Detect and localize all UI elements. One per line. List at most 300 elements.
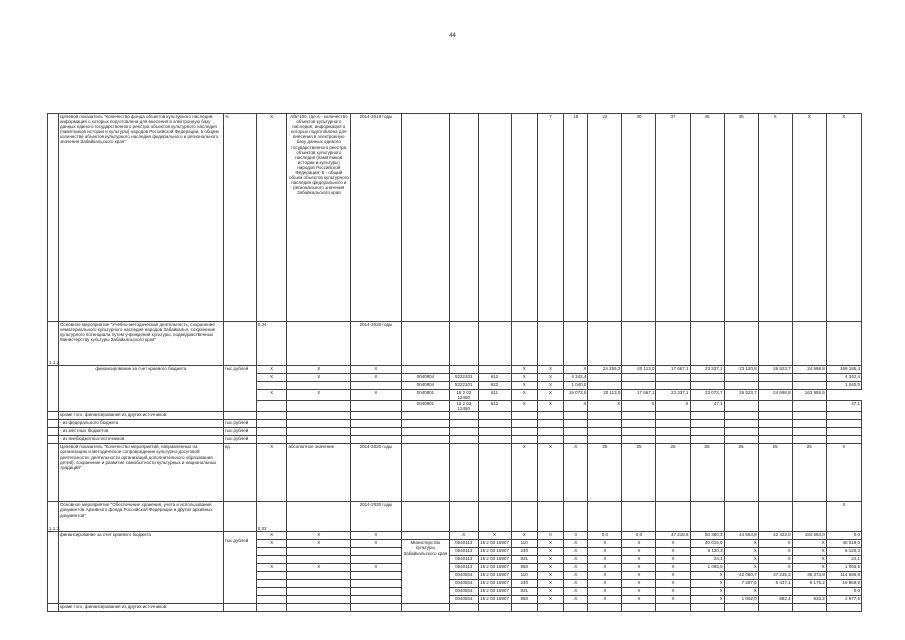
- value-cell: 169 185,4: [826, 366, 861, 374]
- table-cell: [48, 114, 59, 322]
- table-row: [48, 604, 862, 612]
- table-cell: [256, 436, 287, 444]
- table-cell: [223, 502, 256, 532]
- table-cell: [48, 444, 59, 502]
- value-cell: X: [351, 564, 402, 572]
- table-cell: [588, 412, 622, 420]
- value-cell: 24 255,3: [588, 366, 622, 374]
- indicator-value: 45: [690, 114, 724, 322]
- value-cell: X: [792, 540, 826, 548]
- value-cell: X: [537, 390, 563, 401]
- value-cell: [256, 588, 287, 596]
- value-cell: X: [537, 401, 563, 412]
- value-cell: X: [690, 596, 724, 604]
- table-cell: [622, 436, 656, 444]
- value-cell: [792, 382, 826, 390]
- table-cell: [478, 420, 511, 428]
- unit-cell: ед.: [223, 444, 256, 502]
- table-cell: [223, 604, 256, 612]
- table-cell: [48, 420, 59, 428]
- table-cell: [401, 444, 449, 502]
- value-cell: X: [537, 366, 563, 374]
- table-cell: [622, 428, 656, 436]
- value-cell: 0040804: [450, 572, 479, 580]
- value-cell: 163 955,9: [792, 390, 826, 401]
- value-cell: 20 113,0: [588, 390, 622, 401]
- table-cell: [564, 436, 588, 444]
- value-cell: X: [287, 374, 351, 382]
- value-cell: X: [564, 572, 588, 580]
- value-cell: 850: [511, 564, 537, 572]
- value-cell: X: [256, 564, 287, 572]
- table-cell: [401, 420, 449, 428]
- table-cell: [758, 604, 792, 612]
- value-cell: X: [622, 564, 656, 572]
- value-cell: X: [537, 548, 563, 556]
- target-value: 25: [690, 444, 724, 502]
- table-cell: [792, 436, 826, 444]
- indicator-value: 30: [622, 114, 656, 322]
- value-cell: X: [690, 580, 724, 588]
- value-cell: X: [588, 564, 622, 572]
- value-cell: 1 002,0: [724, 596, 758, 604]
- value-cell: 40 019,0: [826, 540, 861, 548]
- value-cell: [758, 588, 792, 596]
- target-value: X: [511, 444, 537, 502]
- value-cell: 240: [511, 548, 537, 556]
- table-cell: [537, 502, 563, 532]
- value-cell: X: [256, 532, 287, 540]
- value-cell: [287, 556, 351, 564]
- unit-cell: тыс.рублей: [223, 532, 256, 604]
- value-cell: 7 297,6: [724, 580, 758, 588]
- other-sources-label: кроме того, финансирование из других источников:: [58, 604, 223, 612]
- value-cell: 110: [511, 572, 537, 580]
- value-cell: 19 073,5: [564, 390, 588, 401]
- value-cell: 40 019,0: [690, 540, 724, 548]
- table-cell: [826, 436, 861, 444]
- value-cell: X: [564, 564, 588, 572]
- table-cell: [724, 502, 758, 532]
- value-cell: [401, 366, 449, 374]
- table-cell: [588, 604, 622, 612]
- table-cell: [287, 420, 351, 428]
- table-cell: [48, 412, 59, 420]
- value-cell: 15 2 03 15907: [478, 580, 511, 588]
- value-cell: 5222101: [450, 382, 479, 390]
- value-cell: 611: [478, 390, 511, 401]
- value-cell: 23 073,7: [690, 390, 724, 401]
- value-cell: [690, 382, 724, 390]
- value-cell: 15 2 03 15907: [478, 596, 511, 604]
- table-cell: [724, 420, 758, 428]
- value-cell: X: [537, 382, 563, 390]
- source-label: - из местных бюджетов: [58, 428, 223, 436]
- table-cell: [401, 322, 449, 366]
- value-cell: 6 120,3: [826, 548, 861, 556]
- value-cell: [450, 366, 479, 374]
- target-value: 25: [758, 444, 792, 502]
- value-cell: [287, 401, 351, 412]
- value-cell: [351, 382, 402, 390]
- value-cell: X: [564, 556, 588, 564]
- value-cell: X: [351, 366, 402, 374]
- table-cell: [690, 436, 724, 444]
- value-cell: 0,0: [826, 532, 861, 540]
- table-cell: [537, 322, 563, 366]
- value-cell: [256, 580, 287, 588]
- table-cell: [401, 428, 449, 436]
- value-cell: [724, 401, 758, 412]
- value-cell: [256, 401, 287, 412]
- table-cell: [690, 502, 724, 532]
- value-cell: 0040801: [401, 390, 449, 401]
- indicator-value: 15: [564, 114, 588, 322]
- value-cell: X: [690, 572, 724, 580]
- indicator-value: 37: [656, 114, 690, 322]
- source-label: - из внебюджетных источников: [58, 436, 223, 444]
- value-cell: X: [537, 374, 563, 382]
- table-cell: [401, 412, 449, 420]
- financing-label: финансирование за счет краевого бюджета: [58, 366, 223, 412]
- table-cell: [351, 412, 402, 420]
- table-cell: [287, 428, 351, 436]
- table-cell: [450, 114, 479, 322]
- table-cell: [622, 412, 656, 420]
- value-cell: X: [537, 580, 563, 588]
- value-cell: [287, 596, 351, 604]
- value-cell: X: [287, 366, 351, 374]
- table-cell: [450, 604, 479, 612]
- item-number: 1.1.3.: [48, 502, 59, 532]
- table-cell: [758, 436, 792, 444]
- value-cell: 933,2: [792, 596, 826, 604]
- value-cell: [758, 374, 792, 382]
- table-cell: [588, 436, 622, 444]
- value-cell: 982,4: [758, 596, 792, 604]
- value-cell: X: [537, 540, 563, 548]
- value-cell: 15 2 03 15907: [478, 540, 511, 548]
- table-cell: [588, 428, 622, 436]
- value-cell: 42 422,0: [758, 532, 792, 540]
- target-value: 25: [792, 444, 826, 502]
- table-cell: [690, 428, 724, 436]
- value-cell: 47,1: [826, 401, 861, 412]
- value-cell: X: [450, 532, 479, 540]
- activity-title: Основное мероприятие "Обеспечение хранения, учета и использования документов Архивного фонда Российской Федерации и других архивных документов": [58, 502, 223, 532]
- table-cell: [792, 428, 826, 436]
- table-cell: [656, 322, 690, 366]
- table-cell: [588, 322, 622, 366]
- table-cell: [792, 412, 826, 420]
- target-text: Целевой показатель "Количество мероприятий, направленных на организацию и методическое сопровождение культурно-досуговой деятельности, деятельности организаций дополнительного образования детей), сохранение и развитие самобытности культурных и национальных традиций": [58, 444, 223, 502]
- indicator-value: X: [826, 114, 861, 322]
- value-cell: X: [724, 540, 758, 548]
- value-cell: X: [622, 580, 656, 588]
- table-cell: [511, 502, 537, 532]
- table-row: [48, 412, 862, 420]
- value-cell: [256, 382, 287, 390]
- value-cell: [287, 382, 351, 390]
- value-cell: 0040804: [450, 596, 479, 604]
- table-cell: [478, 428, 511, 436]
- value-cell: X: [537, 564, 563, 572]
- table-cell: [564, 420, 588, 428]
- value-cell: X: [588, 596, 622, 604]
- table-cell: [256, 604, 287, 612]
- x-cell: X: [256, 444, 287, 502]
- weight-cell: 0,33: [256, 502, 287, 532]
- value-cell: [401, 532, 449, 540]
- value-cell: 2 977,6: [826, 596, 861, 604]
- table-cell: [758, 420, 792, 428]
- indicator-text: Целевой показатель "Количество фонда объектов культурного наследия, информация о которых подготовлена для внесения в электронную базу данных единого государственного реестра объектов культурного наследия (памятников истории и культуры) народов Российской Федерации, в общем количестве объектов культурного наследия федерального и регионального значения Забайкальского края": [58, 114, 223, 322]
- value-cell: 15 2 03 12460: [450, 390, 479, 401]
- table-cell: [256, 428, 287, 436]
- value-cell: 15 2 03 15907: [478, 564, 511, 572]
- value-cell: X: [724, 548, 758, 556]
- value-cell: X: [656, 596, 690, 604]
- table-cell: [287, 436, 351, 444]
- value-cell: X: [622, 548, 656, 556]
- indicator-value: 45: [724, 114, 758, 322]
- table-cell: [287, 604, 351, 612]
- indicator-value: X: [758, 114, 792, 322]
- table-cell: [48, 366, 59, 412]
- target-value: 25: [724, 444, 758, 502]
- value-cell: X: [256, 366, 287, 374]
- table-cell: [401, 114, 449, 322]
- value-cell: [351, 401, 402, 412]
- table-cell: [511, 604, 537, 612]
- value-cell: 831: [511, 588, 537, 596]
- table-row: [48, 322, 862, 366]
- value-cell: 114 686,8: [826, 572, 861, 580]
- table-cell: [287, 502, 351, 532]
- value-cell: 0,0: [622, 532, 656, 540]
- table-cell: [511, 412, 537, 420]
- value-cell: X: [351, 390, 402, 401]
- value-cell: [690, 374, 724, 382]
- table-cell: [511, 322, 537, 366]
- table-row: [48, 502, 862, 532]
- table-cell: [256, 420, 287, 428]
- value-cell: X: [758, 564, 792, 572]
- table-cell: [622, 322, 656, 366]
- table-cell: [758, 428, 792, 436]
- table-cell: [826, 412, 861, 420]
- value-cell: X: [656, 548, 690, 556]
- value-cell: [351, 580, 402, 588]
- financing-label: финансирование за счет краевого бюджета: [58, 532, 223, 604]
- table-row: [48, 366, 862, 374]
- value-cell: X: [287, 564, 351, 572]
- value-cell: X: [792, 548, 826, 556]
- value-cell: [256, 556, 287, 564]
- value-cell: 24,1: [690, 556, 724, 564]
- value-cell: 47 218,8: [656, 532, 690, 540]
- value-cell: X: [564, 548, 588, 556]
- value-cell: 240: [511, 580, 537, 588]
- value-cell: 4 342,4: [826, 374, 861, 382]
- table-row: [48, 532, 862, 540]
- target-value: X: [826, 444, 861, 502]
- table-cell: [588, 420, 622, 428]
- period-cell: 2014-2020 годы: [351, 322, 402, 366]
- value-cell: X: [656, 572, 690, 580]
- value-cell: 23 120,8: [724, 366, 758, 374]
- value-cell: [758, 382, 792, 390]
- table-cell: [351, 420, 402, 428]
- value-cell: 0040113: [450, 540, 479, 548]
- period-cell: 2014-2020 годы: [351, 444, 402, 502]
- table-cell: [758, 502, 792, 532]
- value-cell: X: [622, 540, 656, 548]
- value-cell: [256, 572, 287, 580]
- value-cell: X: [622, 572, 656, 580]
- value-cell: X: [511, 532, 537, 540]
- value-cell: 1 040,0: [826, 382, 861, 390]
- value-cell: X: [690, 588, 724, 596]
- item-number: 1.1.2.: [48, 322, 59, 366]
- table-cell: [690, 420, 724, 428]
- value-cell: 6 437,1: [758, 580, 792, 588]
- target-value: X: [537, 444, 563, 502]
- table-cell: [758, 412, 792, 420]
- value-cell: 47,1: [690, 401, 724, 412]
- value-cell: [287, 548, 351, 556]
- table-cell: [450, 444, 479, 502]
- value-cell: 622: [478, 382, 511, 390]
- value-cell: X: [588, 572, 622, 580]
- value-cell: X: [758, 548, 792, 556]
- value-cell: [351, 596, 402, 604]
- value-cell: X: [564, 540, 588, 548]
- value-cell: 15 2 03 15907: [478, 572, 511, 580]
- table-cell: [537, 412, 563, 420]
- value-cell: 6 120,3: [690, 548, 724, 556]
- target-value: 25: [656, 444, 690, 502]
- target-value: 25: [622, 444, 656, 502]
- table-cell: [656, 428, 690, 436]
- table-cell: [511, 436, 537, 444]
- value-cell: 1 040,0: [564, 382, 588, 390]
- value-cell: [588, 382, 622, 390]
- unit-cell: %: [223, 114, 256, 322]
- value-cell: 1 065,5: [826, 564, 861, 572]
- table-cell: [564, 322, 588, 366]
- table-cell: [656, 502, 690, 532]
- value-cell: X: [724, 556, 758, 564]
- value-cell: X: [656, 564, 690, 572]
- value-cell: X: [287, 390, 351, 401]
- table-cell: [622, 502, 656, 532]
- page-number: 44: [449, 33, 456, 39]
- table-cell: [758, 322, 792, 366]
- unit-cell: тыс.рублей: [223, 428, 256, 436]
- value-cell: 0040113: [450, 548, 479, 556]
- period-cell: 2014-2019 годы: [351, 114, 402, 322]
- table-cell: [351, 428, 402, 436]
- unit-cell: тыс.рублей: [223, 420, 256, 428]
- value-cell: X: [287, 540, 351, 548]
- table-cell: [401, 436, 449, 444]
- value-cell: 0040804: [401, 374, 449, 382]
- value-cell: X: [622, 596, 656, 604]
- value-cell: [588, 374, 622, 382]
- value-cell: X: [588, 588, 622, 596]
- table-cell: [351, 604, 402, 612]
- value-cell: [724, 374, 758, 382]
- value-cell: 184 654,0: [792, 532, 826, 540]
- value-cell: [792, 588, 826, 596]
- table-cell: [656, 604, 690, 612]
- abs-value-label: абсолютное значение: [287, 444, 351, 502]
- table-cell: [564, 604, 588, 612]
- value-cell: X: [656, 588, 690, 596]
- value-cell: X: [724, 588, 758, 596]
- table-cell: [287, 412, 351, 420]
- value-cell: 4 342,4: [564, 374, 588, 382]
- value-cell: X: [622, 556, 656, 564]
- value-cell: X: [622, 401, 656, 412]
- table-cell: [450, 428, 479, 436]
- formula-cell: А/Б*100, где А - количество объектов культурного наследия, информация о которых подготовлена для внесения в электронную базу данных единого государственного реестра объектов культурного наследия (памятников истории и культуры) народов Российской Федерации; Б - общий объем объектов культурного наследия федерального и регионального значения Забайкальского края: [287, 114, 351, 322]
- table-cell: [478, 604, 511, 612]
- value-cell: X: [537, 588, 563, 596]
- value-cell: [351, 588, 402, 596]
- value-cell: 15 2 03 15907: [478, 588, 511, 596]
- value-cell: 15 2 03 15907: [478, 548, 511, 556]
- table-cell: [48, 436, 59, 444]
- value-cell: X: [256, 540, 287, 548]
- value-cell: X: [656, 580, 690, 588]
- value-cell: X: [478, 532, 511, 540]
- value-cell: [287, 588, 351, 596]
- table-cell: [656, 420, 690, 428]
- value-cell: 23 337,1: [690, 366, 724, 374]
- value-cell: [656, 374, 690, 382]
- source-label: - из федерального бюджета: [58, 420, 223, 428]
- value-cell: [287, 580, 351, 588]
- value-cell: X: [656, 401, 690, 412]
- value-cell: X: [588, 548, 622, 556]
- table-cell: [690, 322, 724, 366]
- table-cell: [478, 444, 511, 502]
- value-cell: 35 373,8: [792, 572, 826, 580]
- value-cell: 15 2 03 12460: [450, 401, 479, 412]
- x-cell: X: [256, 114, 287, 322]
- value-cell: 5222101: [450, 374, 479, 382]
- table-cell: [511, 428, 537, 436]
- table-cell: [478, 502, 511, 532]
- target-value: 25: [588, 444, 622, 502]
- table-cell: [622, 420, 656, 428]
- value-cell: X: [564, 580, 588, 588]
- table-cell: [256, 412, 287, 420]
- value-cell: [724, 382, 758, 390]
- table-row: [48, 436, 862, 444]
- value-cell: 0: [564, 532, 588, 540]
- program-table: [47, 113, 862, 612]
- value-cell: X: [588, 556, 622, 564]
- value-cell: X: [656, 556, 690, 564]
- table-cell: [48, 428, 59, 436]
- table-cell: [690, 412, 724, 420]
- ministry-cell: Министерство культуры Забайкальского края: [401, 540, 449, 604]
- table-row: [48, 444, 862, 502]
- table-cell: [478, 436, 511, 444]
